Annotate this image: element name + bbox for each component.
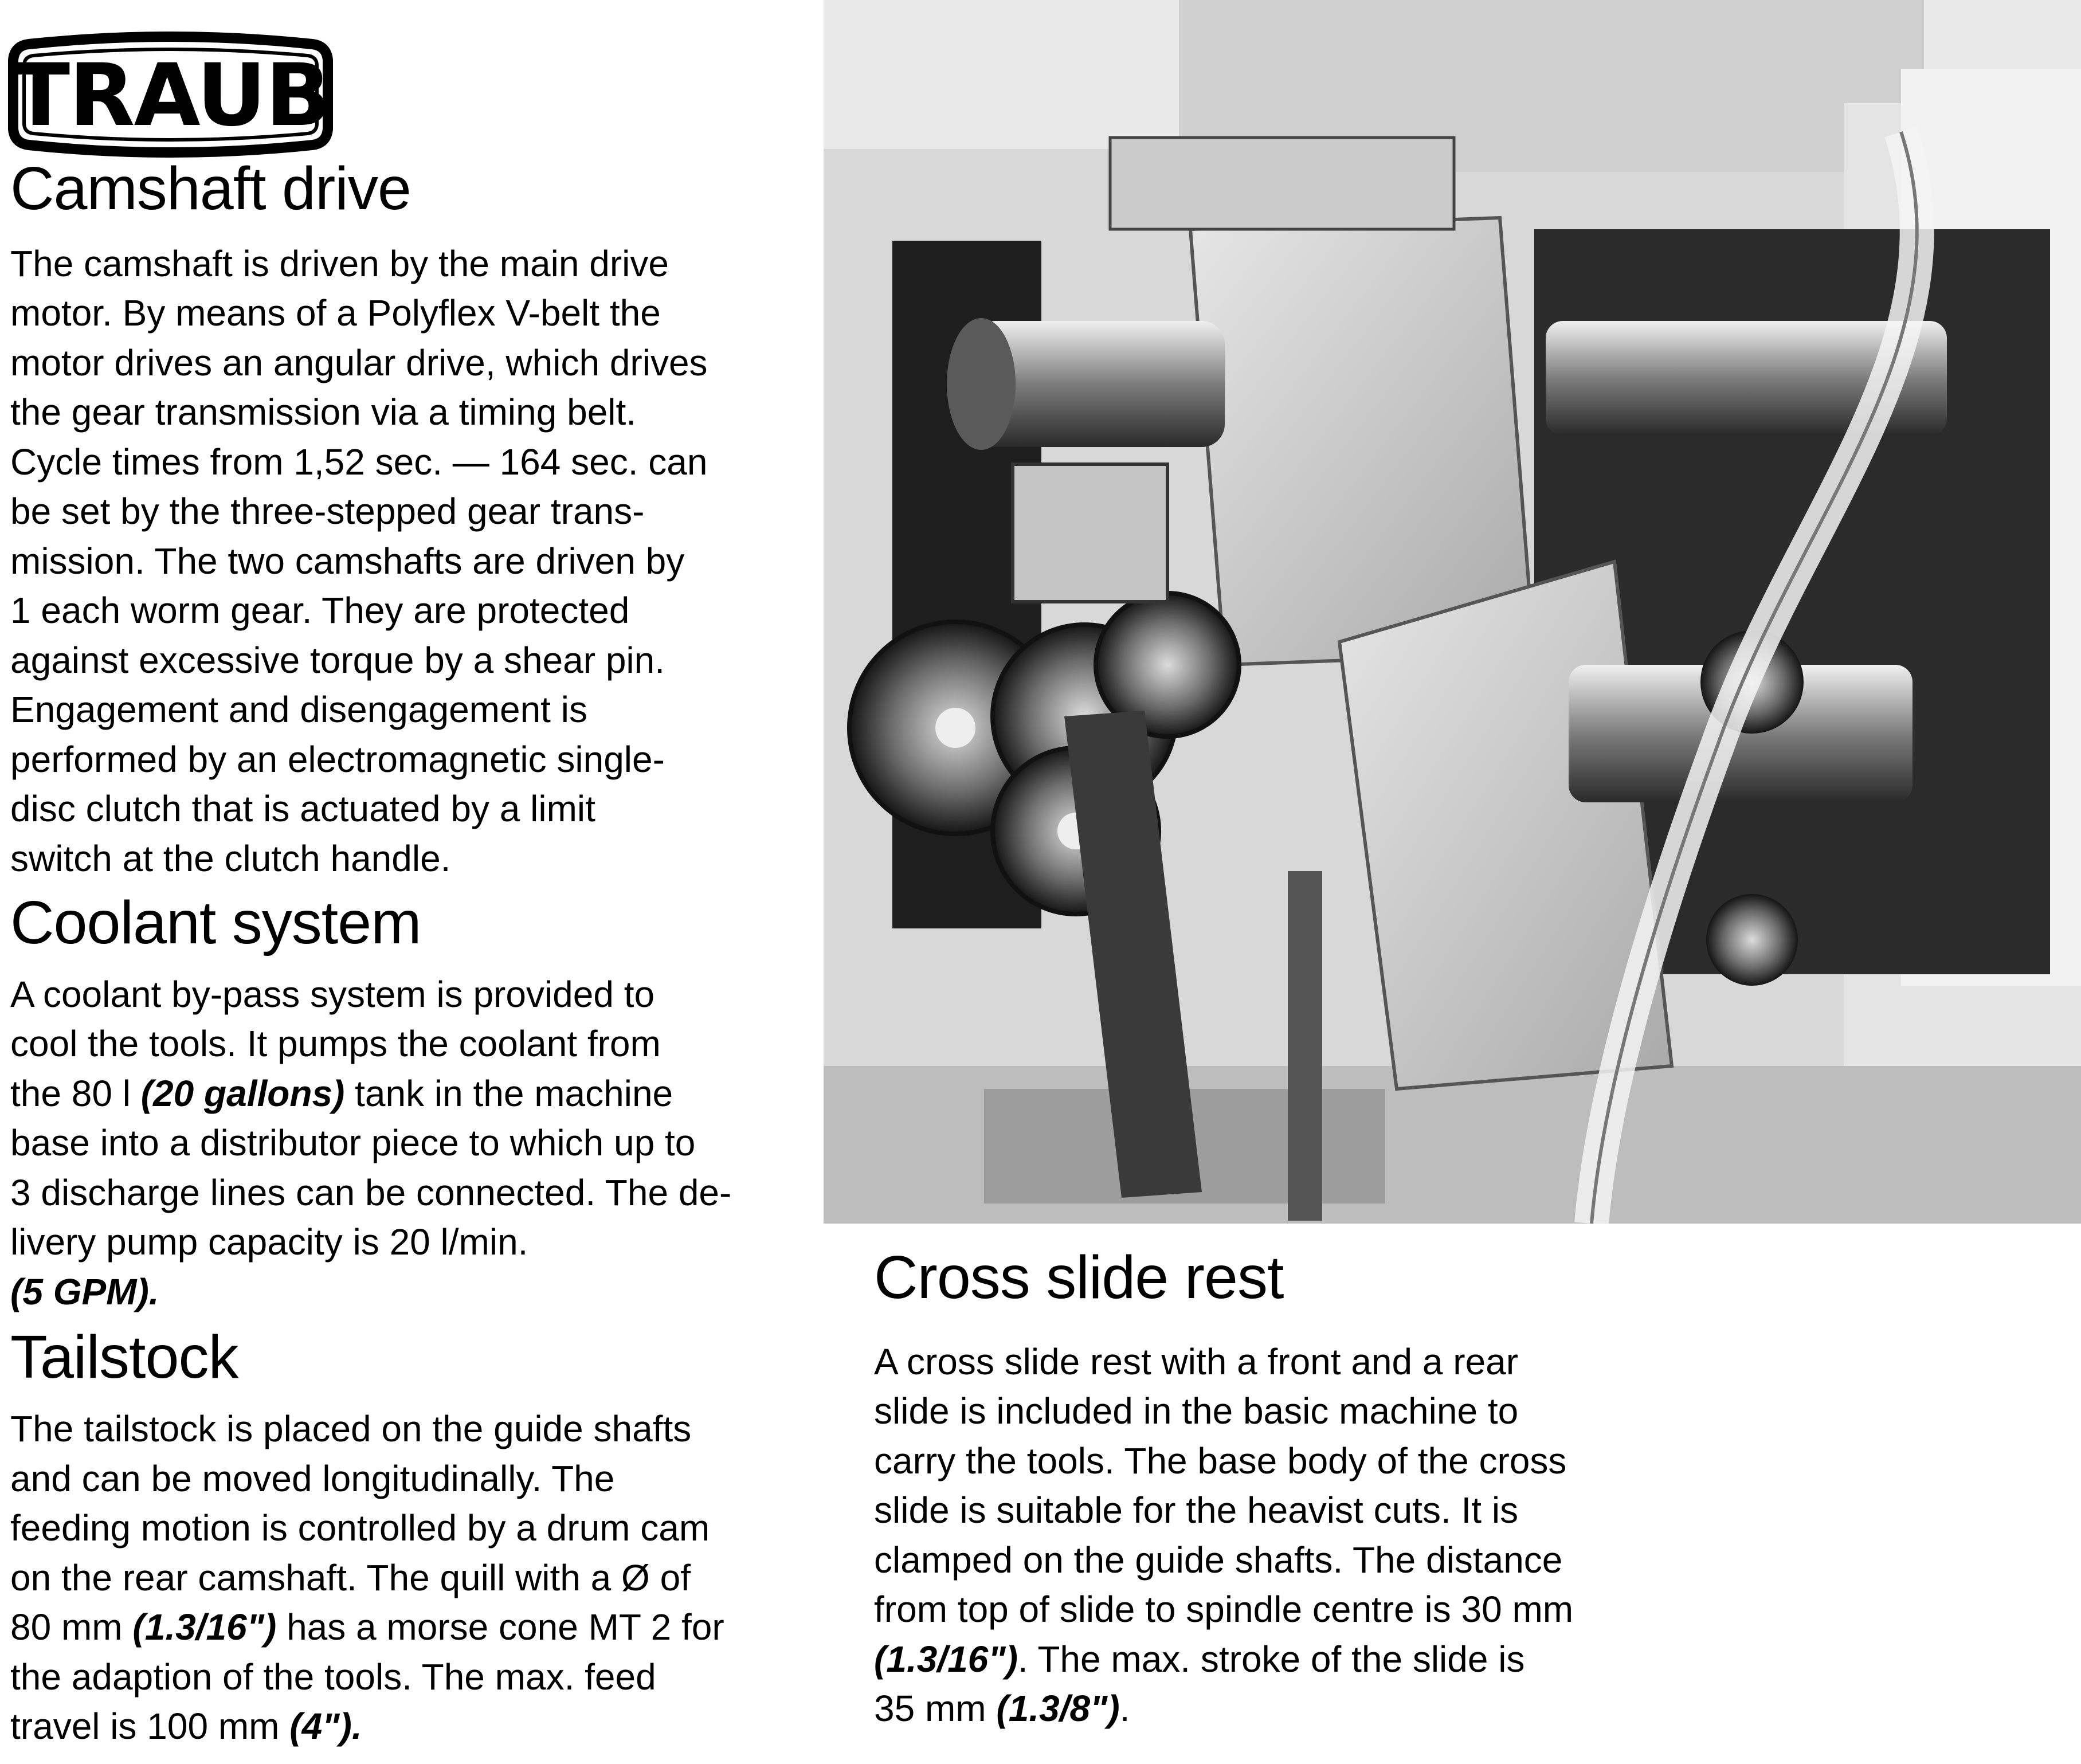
camshaft-line: 1 each worm gear. They are protected xyxy=(10,590,630,632)
cross-slide-text: 35 mm xyxy=(874,1688,997,1730)
cross-slide-line: slide is suitable for the heavist cuts. It is xyxy=(874,1489,1519,1531)
left-column xyxy=(10,155,827,1751)
tailstock-text: has a morse cone MT 2 for xyxy=(276,1606,724,1648)
coolant-line: livery pump capacity is 20 l/min. xyxy=(10,1221,528,1263)
tailstock-section xyxy=(10,1323,827,1751)
cross-slide-line: carry the tools. The base body of the cross xyxy=(874,1440,1567,1481)
coolant-text: the 80 l xyxy=(10,1072,141,1114)
cross-slide-section xyxy=(874,1244,1785,1734)
cross-slide-line: A cross slide rest with a front and a rear xyxy=(874,1340,1519,1382)
tailstock-line: on the rear camshaft. The quill with a Ø of xyxy=(10,1557,691,1598)
camshaft-line: switch at the clutch handle. xyxy=(10,837,451,879)
coolant-line: A coolant by-pass system is provided to xyxy=(10,973,655,1015)
camshaft-body xyxy=(10,239,827,884)
camshaft-line: the gear transmission via a timing belt. xyxy=(10,391,637,433)
camshaft-heading: Camshaft drive xyxy=(10,155,411,222)
camshaft-line: Engagement and disengagement is xyxy=(10,689,587,731)
camshaft-line: mission. The two camshafts are driven by xyxy=(10,540,685,582)
coolant-text: tank in the machine xyxy=(344,1072,673,1114)
tailstock-heading: Tailstock xyxy=(10,1323,238,1391)
traub-logo xyxy=(6,32,335,158)
coolant-line: cool the tools. It pumps the coolant from xyxy=(10,1023,661,1065)
tailstock-text: travel is 100 mm xyxy=(10,1706,290,1747)
logo-wordmark: TRAUB xyxy=(11,46,330,146)
cross-slide-line: clamped on the guide shafts. The distance xyxy=(874,1539,1563,1581)
camshaft-line: disc clutch that is actuated by a limit xyxy=(10,788,595,830)
tailstock-line: and can be moved longitudinally. The xyxy=(10,1457,615,1499)
tailstock-line: feeding motion is controlled by a drum cam xyxy=(10,1507,710,1549)
coolant-section xyxy=(10,889,827,1316)
cross-slide-line: slide is included in the basic machine to xyxy=(874,1390,1519,1432)
tailstock-imperial-value: (4"). xyxy=(289,1706,362,1747)
tailstock-line: the adaption of the tools. The max. feed xyxy=(10,1656,656,1698)
cross-slide-text: . The max. stroke of the slide is xyxy=(1017,1638,1525,1680)
cross-slide-line xyxy=(874,1634,1785,1684)
tailstock-line: The tailstock is placed on the guide shafts xyxy=(10,1408,692,1450)
camshaft-line: performed by an electromagnetic single- xyxy=(10,738,665,780)
tailstock-body xyxy=(10,1404,827,1751)
cross-slide-line xyxy=(874,1684,1785,1734)
cross-slide-imperial-value: (1.3/8") xyxy=(996,1688,1120,1730)
cross-slide-text: . xyxy=(1119,1688,1130,1730)
cross-slide-imperial-value: (1.3/16") xyxy=(874,1638,1018,1680)
tailstock-text: 80 mm xyxy=(10,1606,133,1648)
coolant-line: base into a distributor piece to which up to xyxy=(10,1122,696,1164)
right-column xyxy=(874,1244,1785,1734)
camshaft-line: motor drives an angular drive, which drives xyxy=(10,342,708,383)
coolant-body xyxy=(10,970,827,1317)
camshaft-line: be set by the three-stepped gear trans- xyxy=(10,491,645,532)
cross-slide-heading: Cross slide rest xyxy=(874,1244,1284,1311)
coolant-heading: Coolant system xyxy=(10,889,421,957)
camshaft-line: The camshaft is driven by the main drive xyxy=(10,242,669,284)
camshaft-section xyxy=(10,155,827,883)
coolant-line xyxy=(10,1069,827,1119)
cross-slide-body xyxy=(874,1337,1785,1734)
coolant-line: 3 discharge lines can be connected. The de- xyxy=(10,1171,732,1213)
camshaft-line: Cycle times from 1,52 sec. — 164 sec. can xyxy=(10,441,708,483)
tailstock-line xyxy=(10,1602,827,1652)
machine-photo xyxy=(824,0,2081,1224)
cross-slide-line: from top of slide to spindle centre is 30 mm xyxy=(874,1589,1574,1630)
camshaft-line: motor. By means of a Polyflex V-belt the xyxy=(10,292,661,334)
tailstock-line xyxy=(10,1702,827,1751)
tailstock-imperial-value: (1.3/16") xyxy=(132,1606,277,1648)
coolant-imperial-value: (20 gallons) xyxy=(140,1072,345,1114)
camshaft-line: against excessive torque by a shear pin. xyxy=(10,639,665,681)
coolant-imperial-value: (5 GPM). xyxy=(10,1271,159,1312)
